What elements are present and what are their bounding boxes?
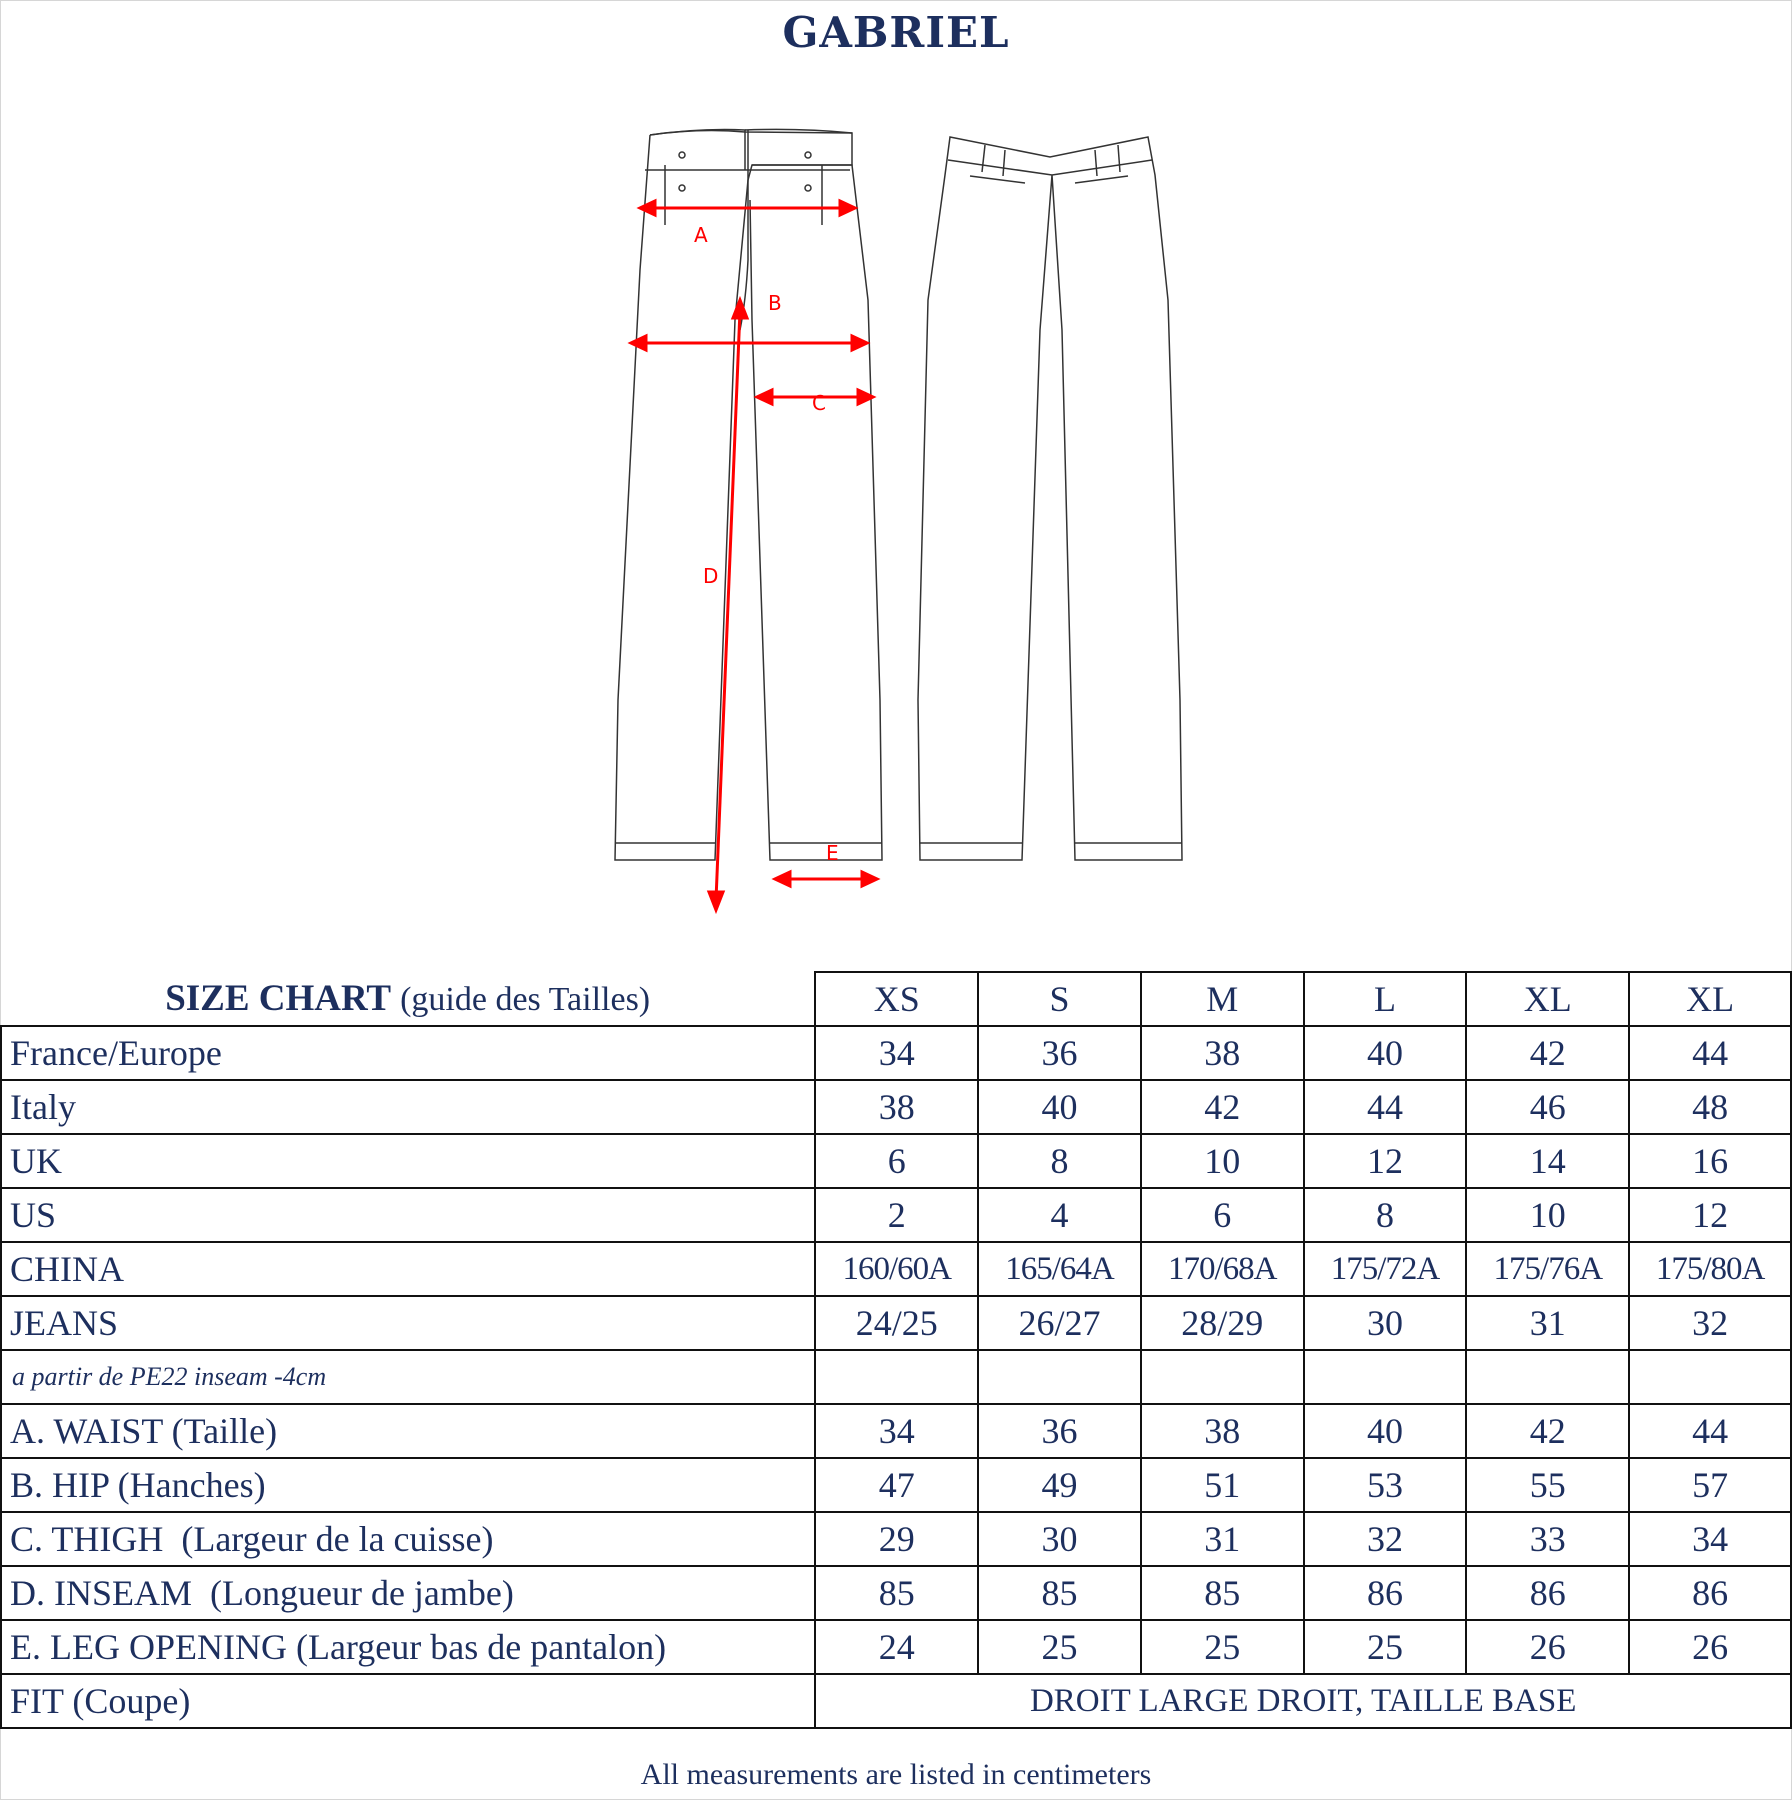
row-label: B. HIP (Hanches) [1,1458,815,1512]
cell: 86 [1304,1566,1467,1620]
row-uk [1,1134,1791,1188]
cell: 34 [1629,1512,1791,1566]
cell: 33 [1466,1512,1629,1566]
cell: 16 [1629,1134,1791,1188]
cell: 28/29 [1141,1296,1304,1350]
cell: 24 [815,1620,978,1674]
cell: 86 [1466,1566,1629,1620]
cell: 26/27 [978,1296,1141,1350]
cell: 51 [1141,1458,1304,1512]
cell: 2 [815,1188,978,1242]
cell: 34 [815,1026,978,1080]
row-label: C. THIGH (Largeur de la cuisse) [1,1512,815,1566]
cell: 53 [1304,1458,1467,1512]
inseam-note: a partir de PE22 inseam -4cm [1,1350,815,1404]
fit-label: FIT (Coupe) [1,1674,815,1728]
cell: 40 [1304,1026,1467,1080]
row-note [1,1350,1791,1404]
trousers-technical-drawing [600,120,1200,920]
cell: 26 [1629,1620,1791,1674]
cell: 47 [815,1458,978,1512]
cell: 38 [1141,1404,1304,1458]
cell: 46 [1466,1080,1629,1134]
cell: 8 [978,1134,1141,1188]
cell: 175/72A [1304,1242,1467,1296]
cell: 32 [1304,1512,1467,1566]
row-label: US [1,1188,815,1242]
label-c: C [812,391,826,415]
cell: 170/68A [1141,1242,1304,1296]
cell: 8 [1304,1188,1467,1242]
cell: 44 [1304,1080,1467,1134]
row-label: E. LEG OPENING (Largeur bas de pantalon) [1,1620,815,1674]
cell: 12 [1304,1134,1467,1188]
cell: 36 [978,1404,1141,1458]
row-leg-opening [1,1620,1791,1674]
cell: 38 [815,1080,978,1134]
cell: 10 [1466,1188,1629,1242]
cell: 175/76A [1466,1242,1629,1296]
row-label: JEANS [1,1296,815,1350]
cell: 10 [1141,1134,1304,1188]
size-chart-title: SIZE CHART [165,978,392,1019]
cell: 6 [815,1134,978,1188]
cell: 85 [978,1566,1141,1620]
cell: 42 [1466,1404,1629,1458]
empty-cell [1466,1350,1629,1404]
cell: 25 [978,1620,1141,1674]
row-label: CHINA [1,1242,815,1296]
row-jeans [1,1296,1791,1350]
cell: 85 [1141,1566,1304,1620]
size-chart [0,971,1792,1729]
cell: 6 [1141,1188,1304,1242]
cell: 25 [1304,1620,1467,1674]
label-e: E [826,841,839,865]
label-a: A [694,223,708,247]
empty-cell [1629,1350,1791,1404]
cell: 4 [978,1188,1141,1242]
size-header-xs: XS [815,972,978,1026]
cell: 26 [1466,1620,1629,1674]
row-france-europe [1,1026,1791,1080]
row-label: A. WAIST (Taille) [1,1404,815,1458]
label-d: D [703,564,719,588]
cell: 175/80A [1629,1242,1791,1296]
row-china [1,1242,1791,1296]
empty-cell [1304,1350,1467,1404]
cell: 14 [1466,1134,1629,1188]
empty-cell [1141,1350,1304,1404]
cell: 160/60A [815,1242,978,1296]
row-waist [1,1404,1791,1458]
front-waistband [650,131,852,165]
size-chart-heading [1,972,815,1026]
empty-cell [978,1350,1141,1404]
cell: 44 [1629,1404,1791,1458]
row-label: Italy [1,1080,815,1134]
cell: 12 [1629,1188,1791,1242]
size-header-l: L [1304,972,1467,1026]
cell: 24/25 [815,1296,978,1350]
cell: 42 [1466,1026,1629,1080]
cell: 55 [1466,1458,1629,1512]
row-thigh [1,1512,1791,1566]
row-inseam [1,1566,1791,1620]
row-label: France/Europe [1,1026,815,1080]
cell: 40 [978,1080,1141,1134]
cell: 34 [815,1404,978,1458]
product-title: GABRIEL [782,8,1010,57]
cell: 40 [1304,1404,1467,1458]
measure-d-line [716,310,740,900]
size-header-xl-2: XL [1629,972,1791,1026]
size-header-s: S [978,972,1141,1026]
cell: 57 [1629,1458,1791,1512]
cell: 25 [1141,1620,1304,1674]
cell: 30 [1304,1296,1467,1350]
cell: 49 [978,1458,1141,1512]
back-outline [918,137,1182,860]
cell: 30 [978,1512,1141,1566]
size-chart-subtitle: (guide des Tailles) [400,981,651,1018]
cell: 36 [978,1026,1141,1080]
size-header-row [1,972,1791,1026]
cell: 86 [1629,1566,1791,1620]
cell: 38 [1141,1026,1304,1080]
cell: 31 [1141,1512,1304,1566]
row-hip [1,1458,1791,1512]
cell: 85 [815,1566,978,1620]
row-italy [1,1080,1791,1134]
empty-cell [815,1350,978,1404]
size-header-xl: XL [1466,972,1629,1026]
cell: 31 [1466,1296,1629,1350]
measurement-footnote: All measurements are listed in centimeters [640,1758,1152,1791]
cell: 32 [1629,1296,1791,1350]
cell: 29 [815,1512,978,1566]
label-b: B [768,291,782,315]
cell: 44 [1629,1026,1791,1080]
cell: 42 [1141,1080,1304,1134]
size-header-m: M [1141,972,1304,1026]
row-us [1,1188,1791,1242]
row-label: UK [1,1134,815,1188]
fit-value: DROIT LARGE DROIT, TAILLE BASE [815,1674,1791,1728]
cell: 48 [1629,1080,1791,1134]
row-label: D. INSEAM (Longueur de jambe) [1,1566,815,1620]
row-fit [1,1674,1791,1728]
cell: 165/64A [978,1242,1141,1296]
